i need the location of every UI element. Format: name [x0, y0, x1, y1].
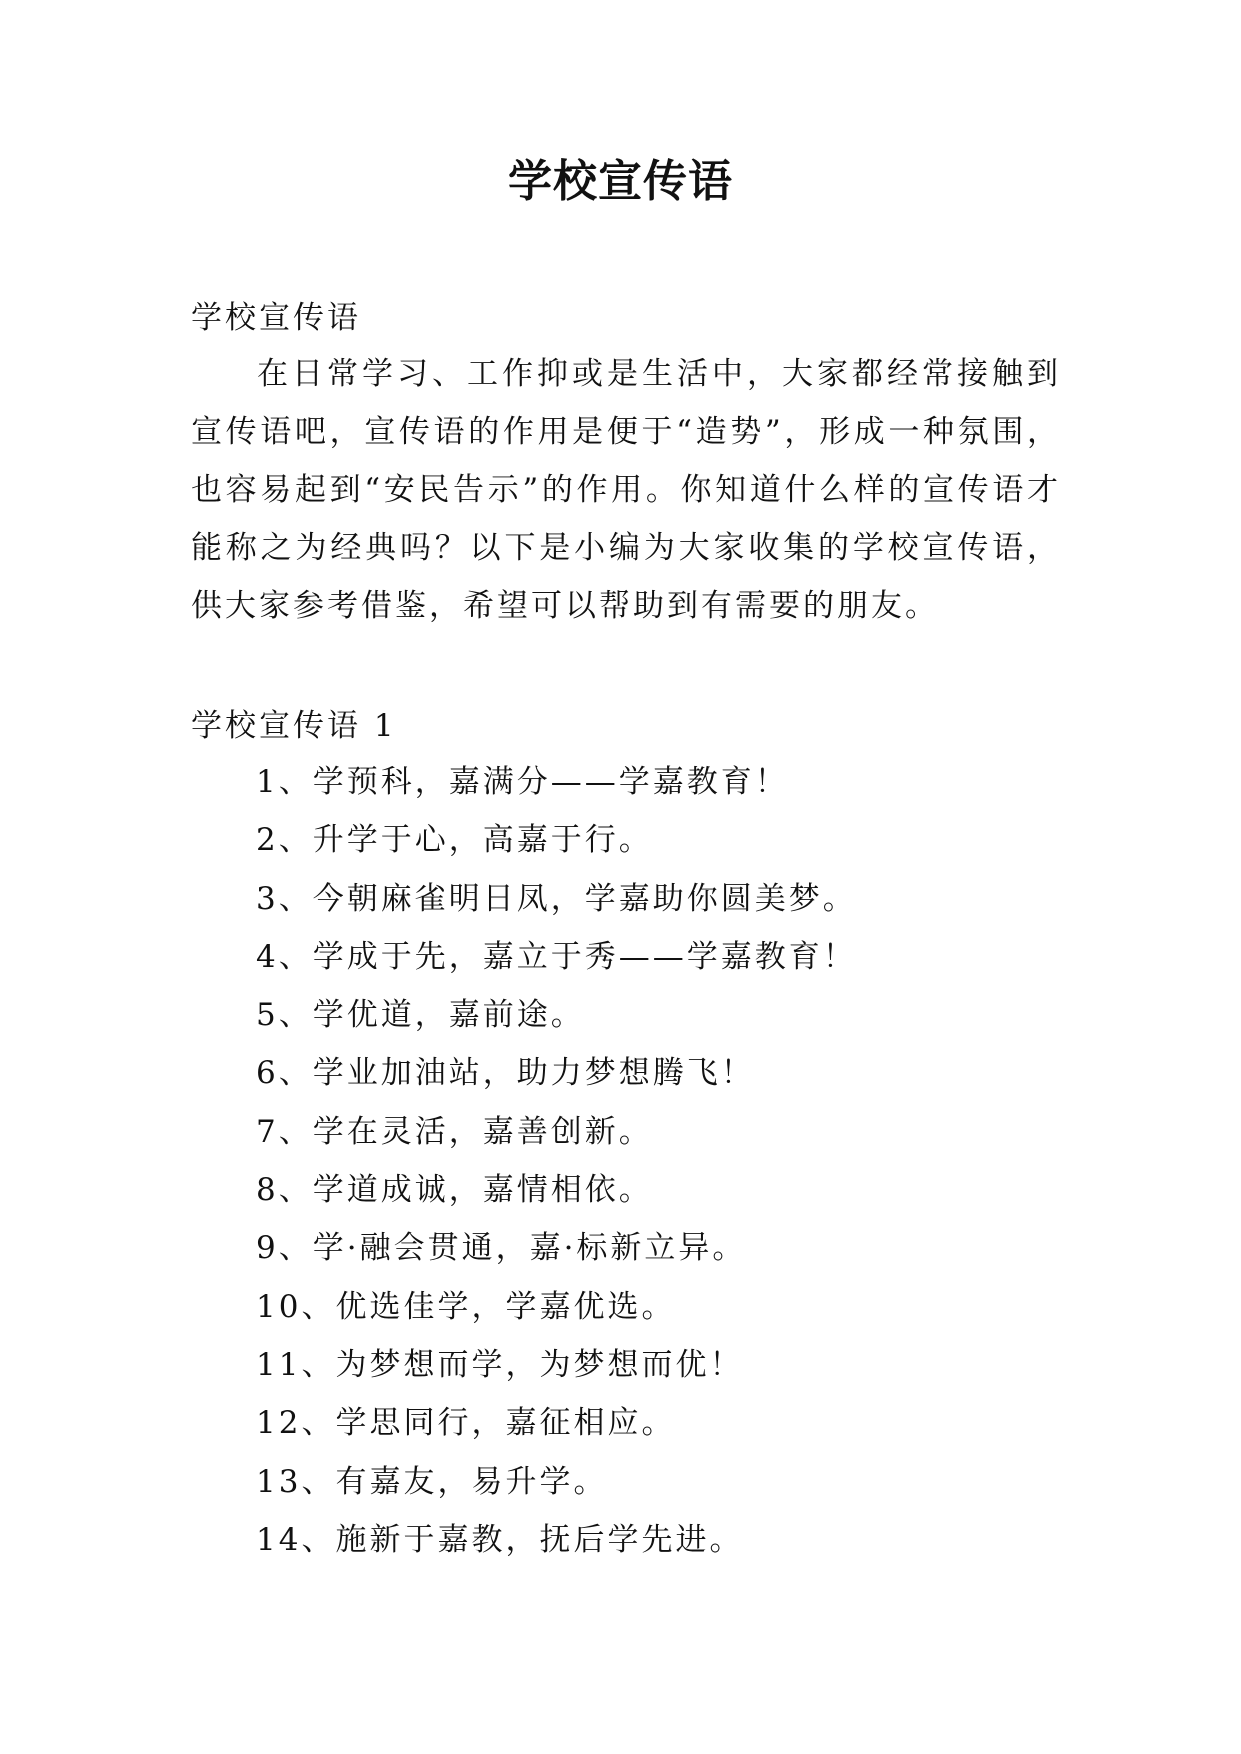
section-heading: 学校宣传语 1: [191, 708, 397, 744]
slogan-item: 9、学·融会贯通，嘉·标新立异。: [256, 1230, 747, 1267]
slogan-item: 3、今朝麻雀明日凤，学嘉助你圆美梦。: [256, 880, 857, 917]
slogan-item: 2、升学于心，高嘉于行。: [256, 822, 653, 859]
intro-paragraph: 在日常学习、工作抑或是生活中，大家都经常接触到宣传语吧，宣传语的作用是便于“造势”，形成一种氛围，也容易起到“安民告示”的作用。你知道什么样的宣传语才能称之为经典吗？以下是小编为大家收集的学校宣传语，供大家参考借鉴，希望可以帮助到有需要的朋友。: [191, 356, 1061, 624]
slogan-item: 6、学业加油站，助力梦想腾飞！: [256, 1055, 755, 1092]
slogan-item: 11、为梦想而学，为梦想而优！: [256, 1346, 744, 1383]
slogan-item: 1、学预科，嘉满分——学嘉教育！: [256, 764, 789, 800]
slogan-item: 13、有嘉友，易升学。: [256, 1463, 608, 1500]
slogan-item: 5、学优道，嘉前途。: [256, 997, 585, 1034]
slogan-item: 7、学在灵活，嘉善创新。: [256, 1113, 653, 1150]
document-title: 学校宣传语: [508, 156, 733, 207]
slogan-item: 10、优选佳学，学嘉优选。: [256, 1288, 676, 1325]
slogan-item: 8、学道成诚，嘉情相依。: [256, 1172, 653, 1209]
slogan-item: 12、学思同行，嘉征相应。: [256, 1405, 676, 1442]
document-subtitle: 学校宣传语: [191, 300, 361, 336]
slogan-item: 14、施新于嘉教，抚后学先进。: [256, 1521, 744, 1558]
slogan-item: 4、学成于先，嘉立于秀——学嘉教育！: [256, 938, 857, 975]
slogan-list: [256, 753, 1061, 1569]
